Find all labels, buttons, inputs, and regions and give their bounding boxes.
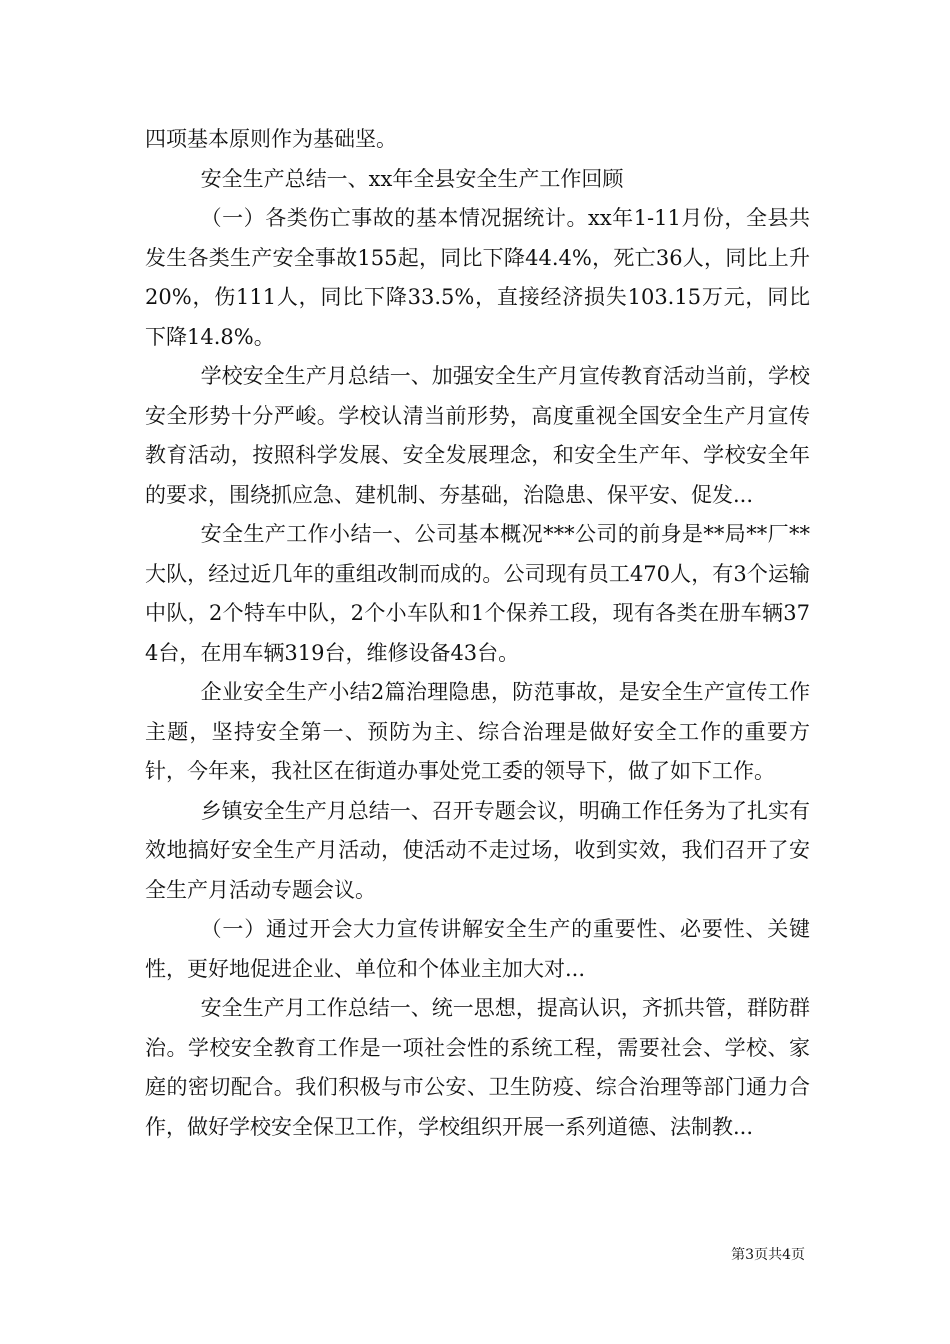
paragraph-company-overview: 安全生产工作小结一、公司基本概况***公司的前身是**局**厂**大队，经过近几年的重组改制而成的。公司现有员工470人，有3个运输中队，2个特车中队，2个小车队和1个保养工段，现有各类在册车辆374台，在用车辆319台，维修设备43台。 — [145, 522, 810, 665]
paragraph-accident-statistics: （一）各类伤亡事故的基本情况据统计。xx年1-11月份，全县共发生各类生产安全事故155起，同比下降44.4%，死亡36人，同比上升20%，伤111人，同比下降33.5%，直接经济损失103.15万元，同比下降14.8%。 — [145, 206, 810, 349]
paragraph-township-summary: 乡镇安全生产月总结一、召开专题会议，明确工作任务为了扎实有效地搞好安全生产月活动，使活动不走过场，收到实效，我们召开了安全生产月活动专题会议。 — [145, 798, 810, 902]
paragraph-enterprise-summary: 企业安全生产小结2篇治理隐患，防范事故，是安全生产宣传工作主题，坚持安全第一、预防为主、综合治理是做好安全工作的重要方针，今年来，我社区在街道办事处党工委的领导下，做了如下工作。 — [145, 680, 810, 783]
paragraph-meeting-publicity: （一）通过开会大力宣传讲解安全生产的重要性、必要性、关键性，更好地促进企业、单位和个体业主加大对... — [145, 917, 810, 981]
paragraph-heading-review: 安全生产总结一、xx年全县安全生产工作回顾 — [200, 166, 624, 191]
paragraph-school-safety-month: 学校安全生产月总结一、加强安全生产月宣传教育活动当前，学校安全形势十分严峻。学校认清当前形势，高度重视全国安全生产月宣传教育活动，按照科学发展、安全发展理念，和安全生产年、学校安全年的要求，围绕抓应急、建机制、夯基础，治隐患、保平安、促发... — [145, 364, 810, 507]
paragraph-continuation: 四项基本原则作为基础坚。 — [145, 127, 397, 151]
page-number-footer: 第3页共4页 — [731, 1247, 805, 1263]
document-body — [145, 120, 810, 1147]
paragraph-safety-month-work: 安全生产月工作总结一、统一思想，提高认识，齐抓共管，群防群治。学校安全教育工作是一项社会性的系统工程，需要社会、学校、家庭的密切配合。我们积极与市公安、卫生防疫、综合治理等部门通力合作，做好学校安全保卫工作，学校组织开展一系列道德、法制教... — [145, 996, 810, 1139]
